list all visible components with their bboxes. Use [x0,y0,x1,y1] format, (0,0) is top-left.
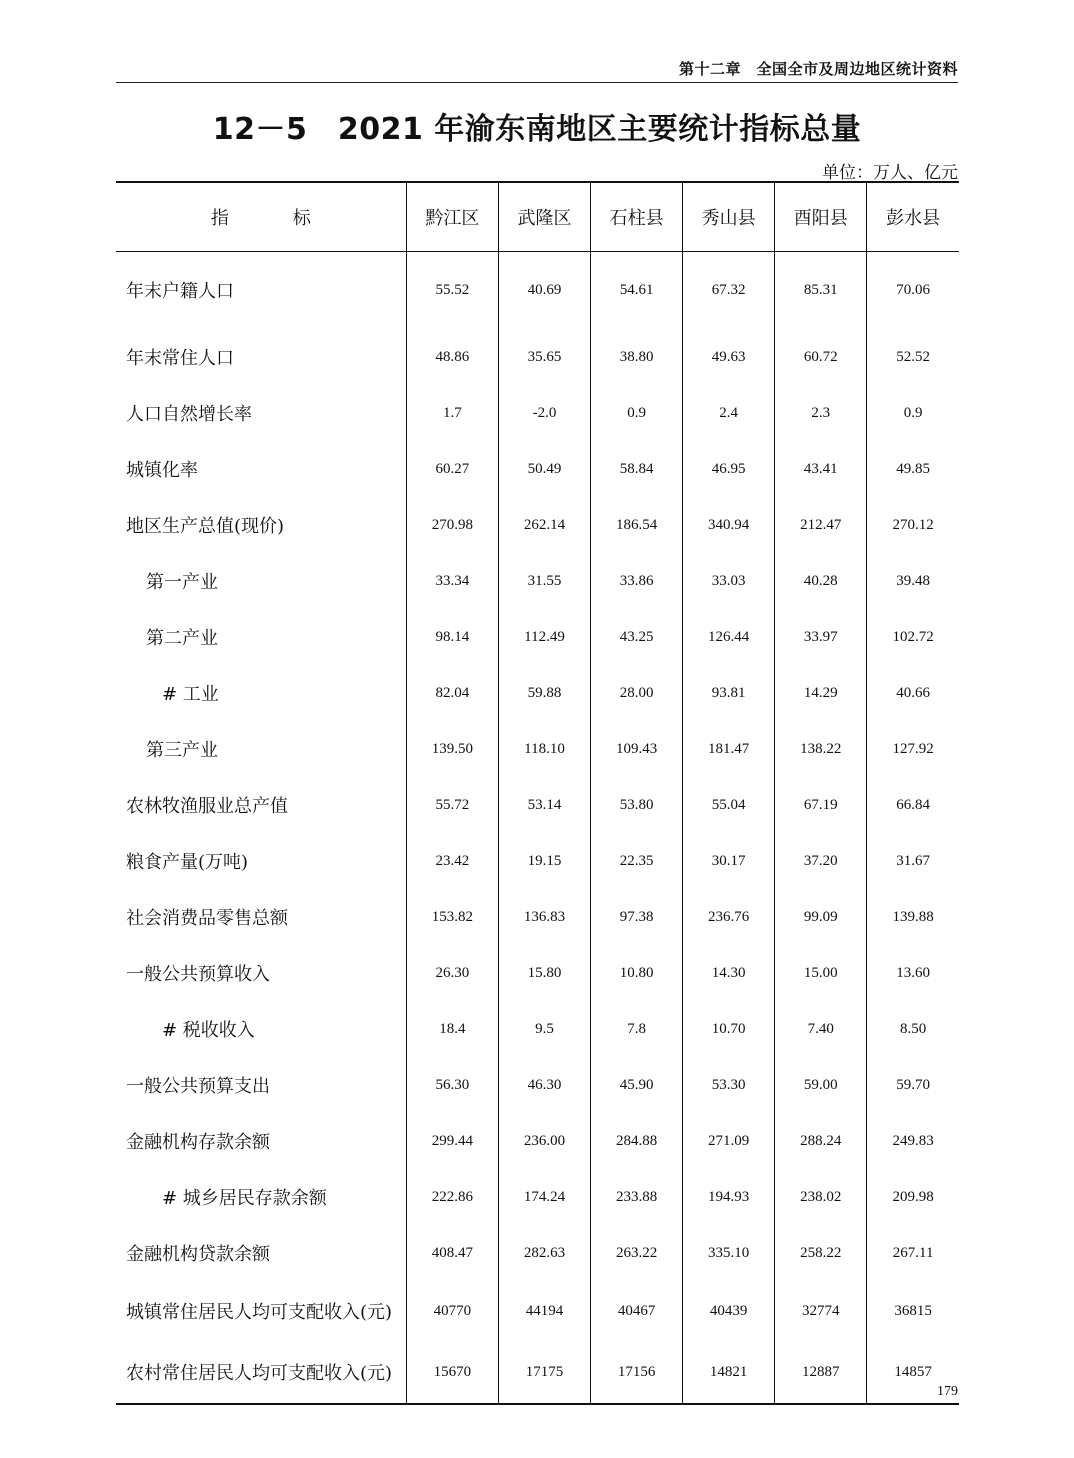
table-cell: 59.70 [867,1057,959,1113]
table-cell: 14.30 [683,945,775,1001]
table-cell: 267.11 [867,1225,959,1281]
row-label: 第三产业 [146,740,218,761]
unit-note: 单位：万人、亿元 [822,163,958,183]
table-cell: 19.15 [498,833,590,889]
table-row [116,777,959,833]
table-row [116,329,959,385]
row-label: 城镇化率 [126,460,198,481]
table-cell: 14857 [867,1341,959,1404]
indicator-header-char-1: 指 [210,208,229,229]
table-cell: 58.84 [591,441,683,497]
table-row [116,441,959,497]
table-cell: 45.90 [591,1057,683,1113]
table-cell: 233.88 [591,1169,683,1225]
table-row [116,1341,959,1404]
table-cell: 59.00 [775,1057,867,1113]
table-cell: 271.09 [683,1113,775,1169]
table-cell: 284.88 [591,1113,683,1169]
table-cell: 102.72 [867,609,959,665]
table-cell: 14.29 [775,665,867,721]
row-label: 城镇常住居民人均可支配收入(元) [126,1302,393,1323]
table-cell: 270.12 [867,497,959,553]
table-cell: 8.50 [867,1001,959,1057]
table-cell: 40.28 [775,553,867,609]
table-cell: 7.40 [775,1001,867,1057]
table-cell: 56.30 [406,1057,498,1113]
row-label: 农村常住居民人均可支配收入(元) [116,1341,406,1404]
table-cell: 12887 [775,1341,867,1404]
table-cell: 10.70 [683,1001,775,1057]
row-label: 第一产业 [146,572,218,593]
table-cell: 17156 [591,1341,683,1404]
table-row [116,609,959,665]
column-header: 石柱县 [591,182,683,252]
table-cell: 263.22 [591,1225,683,1281]
table-cell: 31.67 [867,833,959,889]
table-cell: 222.86 [406,1169,498,1225]
table-cell: 39.48 [867,553,959,609]
table-cell: 112.49 [498,609,590,665]
table-row [116,665,959,721]
row-label: 人口自然增长率 [126,404,252,425]
table-cell: 299.44 [406,1113,498,1169]
table-cell: 82.04 [406,665,498,721]
table-cell: 136.83 [498,889,590,945]
table-cell: 33.03 [683,553,775,609]
row-label: 地区生产总值(现价) [126,516,285,537]
row-label: 金融机构存款余额 [126,1132,270,1153]
row-label: 粮食产量(万吨) [126,852,249,873]
table-cell: 53.80 [591,777,683,833]
table-cell: 48.86 [406,329,498,385]
table-cell: 67.19 [775,777,867,833]
table-cell: 43.25 [591,609,683,665]
column-header: 秀山县 [683,182,775,252]
table-cell: 66.84 [867,777,959,833]
table-row [116,1225,959,1281]
table-row [116,833,959,889]
column-header: 酉阳县 [775,182,867,252]
table-cell: 9.5 [498,1001,590,1057]
table-cell: 40770 [406,1281,498,1341]
table-cell: 30.17 [683,833,775,889]
table-cell: 15670 [406,1341,498,1404]
table-cell: 408.47 [406,1225,498,1281]
table-cell: 46.30 [498,1057,590,1113]
table-row [116,1057,959,1113]
table-cell: 52.52 [867,329,959,385]
table-cell: 49.85 [867,441,959,497]
table-cell: 15.80 [498,945,590,1001]
page-number: 179 [937,1384,958,1399]
table-row [116,721,959,777]
table-cell: 10.80 [591,945,683,1001]
table-cell: 67.32 [683,252,775,330]
table-cell: 17175 [498,1341,590,1404]
row-label: 金融机构贷款余额 [126,1244,270,1265]
table-cell: 238.02 [775,1169,867,1225]
table-cell: 0.9 [867,385,959,441]
table-cell: 54.61 [591,252,683,330]
table-cell: 43.41 [775,441,867,497]
table-cell: 282.63 [498,1225,590,1281]
table-cell: 40439 [683,1281,775,1341]
table-cell: 15.00 [775,945,867,1001]
table-cell: 44194 [498,1281,590,1341]
table-row [116,1169,959,1225]
row-label: 年末常住人口 [126,348,234,369]
table-cell: 60.72 [775,329,867,385]
table-cell: 26.30 [406,945,498,1001]
row-label: # 税收收入 [162,1020,255,1041]
table-cell: 153.82 [406,889,498,945]
table-cell: 0.9 [591,385,683,441]
table-cell: 174.24 [498,1169,590,1225]
table-cell: 335.10 [683,1225,775,1281]
table-row [116,252,959,330]
table-row [116,1113,959,1169]
row-label: 年末户籍人口 [126,281,234,302]
table-cell: 18.4 [406,1001,498,1057]
table-cell: 93.81 [683,665,775,721]
table-cell: 37.20 [775,833,867,889]
table-cell: 40467 [591,1281,683,1341]
table-cell: 23.42 [406,833,498,889]
table-cell: 31.55 [498,553,590,609]
table-cell: 38.80 [591,329,683,385]
table-row [116,497,959,553]
table-cell: 33.97 [775,609,867,665]
statistics-table [116,181,959,1405]
table-cell: 138.22 [775,721,867,777]
table-row [116,553,959,609]
table-cell: 127.92 [867,721,959,777]
table-cell: 262.14 [498,497,590,553]
table-cell: 70.06 [867,252,959,330]
table-cell: 194.93 [683,1169,775,1225]
row-label: 社会消费品零售总额 [126,908,288,929]
table-cell: 186.54 [591,497,683,553]
column-header: 彭水县 [867,182,959,252]
column-header: 武隆区 [498,182,590,252]
table-cell: 2.4 [683,385,775,441]
table-row [116,1001,959,1057]
table-cell: 35.65 [498,329,590,385]
table-cell: 36815 [867,1281,959,1341]
table-row [116,385,959,441]
table-header-row [116,182,959,252]
table-cell: 288.24 [775,1113,867,1169]
page-title: 12－5 2021 年渝东南地区主要统计指标总量 [212,112,862,147]
table-cell: 1.7 [406,385,498,441]
table-cell: 49.63 [683,329,775,385]
table-cell: 53.30 [683,1057,775,1113]
row-label: # 城乡居民存款余额 [162,1188,327,1209]
table-cell: 2.3 [775,385,867,441]
table-cell: 97.38 [591,889,683,945]
table-cell: 59.88 [498,665,590,721]
indicator-header-char-2: 标 [292,208,311,229]
table-cell: 212.47 [775,497,867,553]
table-cell: 249.83 [867,1113,959,1169]
table-cell: 55.04 [683,777,775,833]
table-body [116,252,959,1405]
table-cell: 33.86 [591,553,683,609]
table-cell: 40.66 [867,665,959,721]
table-cell: 22.35 [591,833,683,889]
row-label: 一般公共预算支出 [126,1076,270,1097]
table-cell: 126.44 [683,609,775,665]
row-label: 第二产业 [146,628,218,649]
row-label: # 工业 [162,684,219,705]
row-label: 一般公共预算收入 [126,964,270,985]
table-cell: 53.14 [498,777,590,833]
table-cell: 258.22 [775,1225,867,1281]
table-cell: 109.43 [591,721,683,777]
table-cell: 99.09 [775,889,867,945]
table-cell: 14821 [683,1341,775,1404]
table-cell: 270.98 [406,497,498,553]
table-cell: 118.10 [498,721,590,777]
table-cell: 13.60 [867,945,959,1001]
table-cell: 181.47 [683,721,775,777]
table-cell: 28.00 [591,665,683,721]
table-cell: 85.31 [775,252,867,330]
table-cell: 139.50 [406,721,498,777]
chapter-header: 第十二章 全国全市及周边地区统计资料 [678,60,958,78]
indicator-column-header [116,182,406,252]
table-cell: -2.0 [498,385,590,441]
table-row [116,889,959,945]
table-cell: 32774 [775,1281,867,1341]
table-cell: 7.8 [591,1001,683,1057]
column-header: 黔江区 [406,182,498,252]
table-cell: 236.00 [498,1113,590,1169]
table-cell: 60.27 [406,441,498,497]
table-row [116,1281,959,1341]
header-divider [116,82,958,83]
table-cell: 209.98 [867,1169,959,1225]
table-cell: 55.72 [406,777,498,833]
table-cell: 50.49 [498,441,590,497]
table-cell: 236.76 [683,889,775,945]
table-cell: 139.88 [867,889,959,945]
table-cell: 33.34 [406,553,498,609]
table-cell: 40.69 [498,252,590,330]
table-cell: 55.52 [406,252,498,330]
table-cell: 98.14 [406,609,498,665]
table-cell: 340.94 [683,497,775,553]
row-label: 农林牧渔服业总产值 [126,796,288,817]
table-cell: 46.95 [683,441,775,497]
table-row [116,945,959,1001]
